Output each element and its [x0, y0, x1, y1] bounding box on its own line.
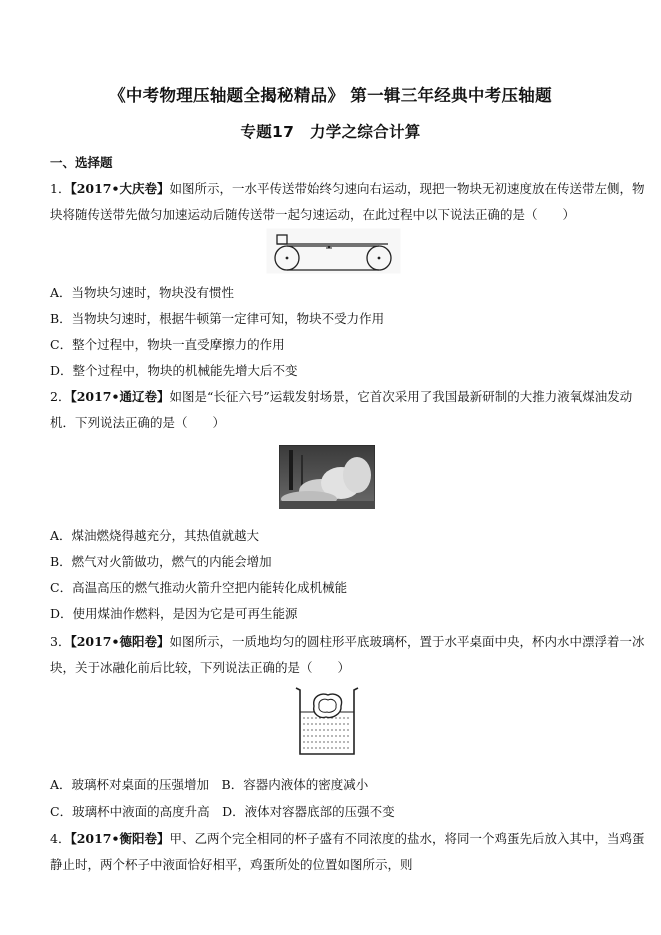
- question-3-line-1: [50, 632, 645, 650]
- question-2-option-a: A．煤油燃烧得越充分，其热值就越大: [50, 528, 260, 543]
- question-1-option-c: C．整个过程中，物块一直受摩擦力的作用: [50, 337, 285, 352]
- question-3-line-2: 块，关于冰融化前后比较，下列说法正确的是（ ）: [50, 660, 351, 675]
- question-source-tag: 【2017•大庆卷】: [70, 181, 170, 196]
- question-2-option-c: C．高温高压的燃气推动火箭升空把内能转化成机械能: [50, 580, 348, 595]
- question-source-tag: 【2017•德阳卷】: [70, 634, 170, 649]
- question-2-line-1: [50, 387, 632, 405]
- question-number: 3．: [50, 634, 71, 649]
- document-title: 《中考物理压轴题全揭秘精品》 第一辑三年经典中考压轴题: [109, 86, 552, 105]
- question-number: 2．: [50, 389, 71, 404]
- question-1-option-a: A．当物块匀速时，物块没有惯性: [50, 285, 235, 300]
- question-4-line-1: [50, 829, 645, 847]
- question-2-option-b: B．燃气对火箭做功，燃气的内能会增加: [50, 554, 272, 569]
- section-heading: 一、选择题: [50, 155, 113, 170]
- question-source-tag: 【2017•通辽卷】: [70, 389, 170, 404]
- conveyor-belt-figure: [266, 228, 401, 274]
- question-3-options-row-1: A．玻璃杯对桌面的压强增加 B．容器内液体的密度减小: [50, 777, 369, 792]
- question-text: 甲、乙两个完全相同的杯子盛有不同浓度的盐水，将同一个鸡蛋先后放入其中，当鸡蛋: [169, 831, 645, 846]
- document-subtitle: 专题17 力学之综合计算: [240, 123, 421, 141]
- question-number: 1．: [50, 181, 71, 196]
- question-text: 如图是“长征六号”运载发射场景，它首次采用了我国最新研制的大推力液氧煤油发动: [169, 389, 633, 404]
- question-2-option-d: D．使用煤油作燃料，是因为它是可再生能源: [50, 606, 298, 621]
- question-1-line-1: [50, 179, 645, 197]
- question-number: 4．: [50, 831, 71, 846]
- question-source-tag: 【2017•衡阳卷】: [70, 831, 170, 846]
- question-text: 如图所示，一质地均匀的圆柱形平底玻璃杯，置于水平桌面中央，杯内水中漂浮着一冰: [169, 634, 645, 649]
- question-text: 如图所示，一水平传送带始终匀速向右运动，现把一物块无初速度放在传送带左侧，物: [169, 181, 645, 196]
- question-1-option-d: D．整个过程中，物块的机械能先增大后不变: [50, 363, 298, 378]
- question-1-option-b: B．当物块匀速时，根据牛顿第一定律可知，物块不受力作用: [50, 311, 385, 326]
- question-1-line-2: 块将随传送带先做匀加速运动后随传送带一起匀速运动，在此过程中以下说法正确的是（ ）: [50, 207, 576, 222]
- beaker-ice-figure: [292, 684, 362, 760]
- rocket-launch-photo: [279, 445, 375, 509]
- question-3-options-row-2: C．玻璃杯中液面的高度升高 D．液体对容器底部的压强不变: [50, 804, 395, 819]
- question-2-line-2: 机．下列说法正确的是（ ）: [50, 415, 226, 430]
- question-4-line-2: 静止时，两个杯子中液面恰好相平，鸡蛋所处的位置如图所示，则: [50, 857, 413, 872]
